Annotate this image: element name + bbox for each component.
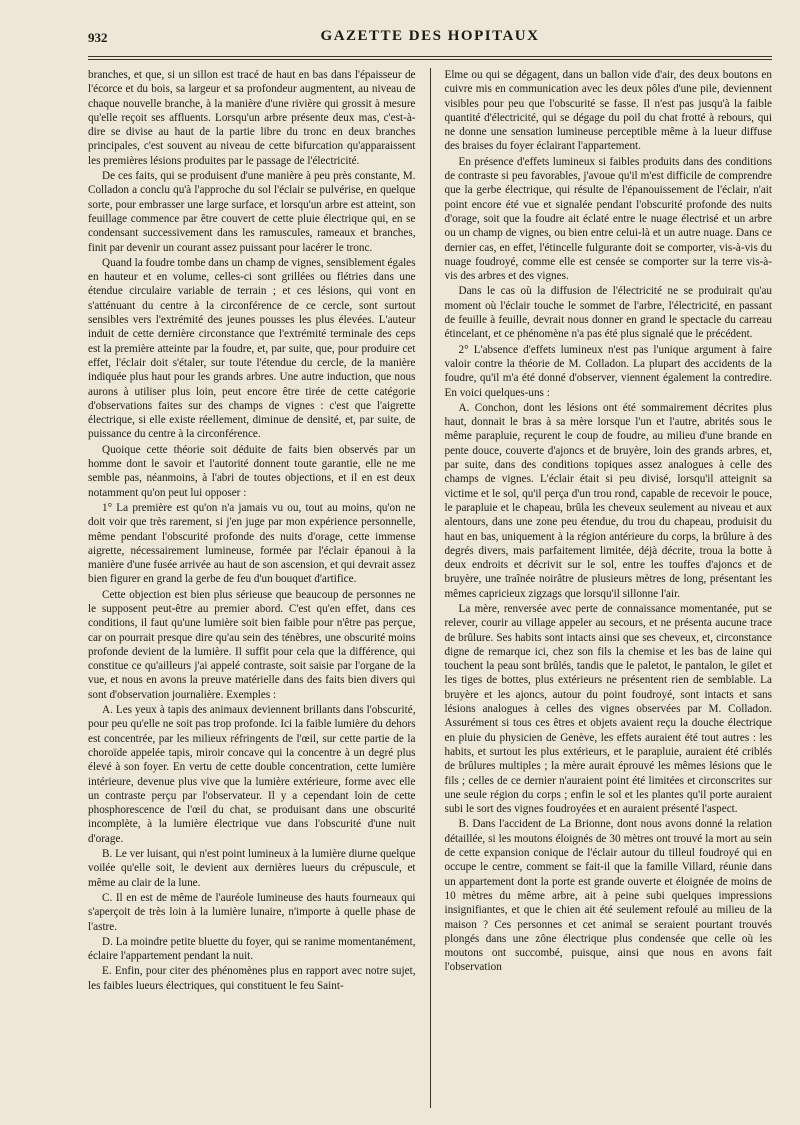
right-column [444, 68, 772, 975]
paragraph: 1° La première est qu'on n'a jamais vu ou, tout au moins, qu'on ne doit voir que très rarement, si j'en juge par mon expérience personnelle, même pendant l'obscurité profonde des nuits d'orage, cette immense aigrette, nécessairement lumineuse, formée par l'éclair épanoui à la manière d'une fusée arrivée au haut de son ascension, et qui devrait assez bien figurer en grand la gerbe de feu d'un bouquet d'artifice. [88, 501, 416, 586]
paragraph: Dans le cas où la diffusion de l'électricité ne se produirait qu'au moment où l'éclair touche le sommet de l'arbre, l'électricité, en passant de feuille à feuille, devrait nous donner en grand le spectacle du carreau étincelant, et ce phénomène n'a pas été plus signalé que le précédent. [444, 285, 772, 341]
paragraph: B. Dans l'accident de La Brionne, dont nous avons donné la relation détaillée, si les moutons éloignés de 30 mètres ont trouvé la mort au sein de cette expansion conique de l'éclair autour du tilleul foudroyé qui en occupe le centre, comment se fait-il que la famille Villard, réunie dans un appartement dont la porte est grande ouverte et éloignée de moins de 10 mètres du même arbre, ait à peine subi quelques impressions insignifiantes, et que le chien ait été seulement refoulé au milieu de la maison ? Ces personnes et cet animal se seraient pourtant trouvés plongés dans une zône électrique plus condensée que celle où les moutons ont succombé, puisque, ainsi que nous en avons fait l'observation [444, 818, 772, 974]
paragraph: A. Les yeux à tapis des animaux deviennent brillants dans l'obscurité, pour peu qu'elle ne soit pas trop profonde. Ici la faible lumière du dehors est concentrée, par les milieux réfringents de l'œil, sur cette partie de la choroïde appelée tapis, miroir concave qui la concentre à un degré plus élevé à son foyer. En vertu de cette double concentration, cette lumière intérieure, devenue plus vive que la lumière extérieure, forme avec elle un contraste perçu par l'observateur. Il y a cependant loin de cette phosphorescence de l'œil du chat, se produisant dans une obscurité incomplète, à la lumière électrique vue dans l'obscurité d'une nuit d'orage. [88, 704, 416, 845]
paragraph: Quand la foudre tombe dans un champ de vignes, sensiblement égales en hauteur et en volume, celles-ci sont grillées ou flétries dans une étendue circulaire variable de terrain ; et ces lésions, qui vont en s'atténuant du centre à la circonférence de ce cercle, sont surtout sensibles vers l'extrémité des jeunes pousses les plus élevées. L'auteur induit de cette dernière circonstance que l'extrémité terminale des ceps est la première atteinte par la foudre, et, par suite, que, pour produire cet effet, l'éclair doit s'étaler, sur toute l'étendue du cercle, de la manière indiquée plus haut pour les grands arbres. Une autre induction, que nous aurons à utiliser plus loin, peut encore être tirée de cette catégorie d'observations faites sur des champs de vignes : c'est que l'aigrette électrique, si elle existe réellement, diminue de densité, et, par suite, de puissance du centre à la circonférence. [88, 256, 416, 441]
text-columns [88, 68, 772, 1108]
paragraph: En présence d'effets lumineux si faibles produits dans des conditions de contraste si peu favorables, j'avoue qu'il m'est difficile de comprendre que la gerbe électrique, qui résulte de l'épanouissement de l'éclair, n'ait point encore été vue et signalée pendant l'obscurité profonde des nuits d'orage, soit que la foudre ait éclaté entre le nuage électrisé et un arbre ou un champ de vignes, ou bien entre celui-là et un autre nuage. Dans ce dernier cas, en effet, l'étincelle fulgurante doit se comporter, vis-à-vis du nuage foudroyé, comme elle est censée se comporter sur la terre vis-à-vis des arbres et des vignes. [444, 155, 772, 283]
running-head [88, 24, 772, 50]
page-number: 932 [88, 30, 108, 45]
paragraph: B. Le ver luisant, qui n'est point lumineux à la lumière diurne quelque voilée qu'elle soit, le devient aux dernières lueurs du crépuscule, et même au clair de la lune. [88, 848, 416, 889]
left-column [88, 68, 416, 993]
journal-title: GAZETTE DES HOPITAUX [320, 28, 540, 44]
paragraph: Quoique cette théorie soit déduite de faits bien observés par un homme dont le savoir et l'autorité donnent toute garantie, elle ne me semble pas, néanmoins, à l'abri de toutes objections, et il en est deux notamment qu'on peut lui opposer : [88, 443, 416, 499]
header-rule [88, 56, 772, 60]
paragraph: C. Il en est de même de l'auréole lumineuse des hauts fourneaux qui s'aperçoit de très loin à la lumière lunaire, n'importe à quelle phase de l'astre. [88, 891, 416, 933]
paragraph: E. Enfin, pour citer des phénomènes plus en rapport avec notre sujet, les faibles lueurs électriques, qui constituent le feu Saint- [88, 965, 416, 992]
paragraph: branches, et que, si un sillon est tracé de haut en bas dans l'épaisseur de l'écorce et du bois, sa largeur et sa profondeur augmentent, au niveau de chaque nouvelle branche, à la manière d'une rivière qui grossit à mesure qu'elle reçoit ses affluents. Lorsqu'un arbre présente deux mas, c'est-à-dire se divise au haut de la partie libre du tronc en deux branches principales, c'est souvent au niveau de cette bifurcation qu'apparaissent les premières lésions produites par le passage de l'électricité. [88, 69, 416, 167]
paragraph: Elme ou qui se dégagent, dans un ballon vide d'air, des deux boutons en cuivre mis en communication avec les deux pôles d'une pile, deviennent visibles pour peu que l'obscurité se fasse. Il n'est pas jusqu'à la faible quantité d'électricité, qui se dégage du poil du chat frotté à rebours, qui ne donne une sensation lumineuse perceptible même à la lueur diffuse des braises du foyer éclairant l'appartement. [444, 69, 772, 153]
paragraph: Cette objection est bien plus sérieuse que beaucoup de personnes ne le supposent peut-être au premier abord. C'est qu'en effet, dans ces conditions, il faut qu'une lumière soit bien faible pour n'être pas perçue, car on pourrait presque dire qu'au sein des ténèbres, une obscurité moins profonde devient de la lumière. Il suffit pour cela que la différence, qui constitue ce qu'ailleurs j'ai appelé contraste, soit saisie par l'organe de la vue, et nous en avons la preuve matérielle dans des faits bien divers qui sont d'observation journalière. Exemples : [88, 588, 416, 701]
paragraph: 2° L'absence d'effets lumineux n'est pas l'unique argument à faire valoir contre la théorie de M. Colladon. La plupart des accidents de la foudre, qu'il m'a été donné d'observer, viennent également la contredire. En voici quelques-uns : [444, 343, 772, 399]
paragraph: D. La moindre petite bluette du foyer, qui se ranime momentanément, éclaire l'appartement pendant la nuit. [88, 935, 416, 963]
paragraph: A. Conchon, dont les lésions ont été sommairement décrites plus haut, donnait le bras à sa mère lorsque l'un et l'autre, abrités sous le même parapluie, reçurent le coup de foudre, au milieu d'une brande en pente douce, couverte d'ajoncs et de bruyère, loin des grands arbres, et, par suite, dans des conditions topiques assez analogues à celle des champs de vignes. L'éclair était si peu divisé, lorsqu'il atteignit sa victime et le sol, qu'il perça d'un trou rond, capable de recevoir le pouce, le parapluie et le chapeau, brûla les cheveux seulement au niveau et aux alentours, dans une zone peu étendue, du trou du chapeau, produisit du haut en bas, uniquement à la région antérieure du corps, la brûlure à des degrés divers, mais parfaitement limitée, déjà décrite, troua la botte à deux endroits et décrivit sur le sol, entre les touffes d'ajoncs et de bruyère, une traînée noirâtre de plusieurs mètres de long, présentant les mêmes capricieux zigzags que lorsqu'il sillonne l'air. [444, 401, 772, 600]
paragraph: De ces faits, qui se produisent d'une manière à peu près constante, M. Colladon a conclu qu'à l'approche du sol l'éclair se pulvérise, en quelque sorte, pour embrasser une large surface, et lorsqu'un arbre est atteint, son feuillage commence par être couvert de cette pluie électrique qui, en se condensant successivement dans les ramuscules, rameaux et branches, finit par devenir un courant assez puissant pour lacérer le tronc. [88, 170, 416, 254]
column-divider [430, 68, 431, 1108]
paragraph: La mère, renversée avec perte de connaissance momentanée, put se relever, courir au village appeler au secours, et ne présenta aucune trace de brûlure. Ses habits sont intacts ainsi que ses cheveux, et, circonstance digne de remarque ici, chez son fils la chemise et les bas de laine qui touchent la peau sont brûlés, tandis que le paletot, le pantalon, le gilet et les tiges de bottes, plus extérieurs ne présentent rien de semblable. La bruyère et les ajoncs, autour du point foudroyé, sont intacts et sans lésions analogues à celles des vignes observées par M. Colladon. Assurément si tous ces êtres et objets avaient reçu la douche électrique en pluie du physicien de Genève, les effets auraient été tout autres : les habits, et surtout les plus extérieurs, et le parapluie, auraient été criblés de brûlures multiples ; la mère aurait éprouvé les mêmes lésions que le fils ; celles de ce dernier n'auraient point été limitées et circonscrites sur une seule région du corps ; enfin le sol et les plantes qu'il porte auraient subi le sort des vignes foudroyées et en auraient présenté l'aspect. [444, 602, 772, 816]
